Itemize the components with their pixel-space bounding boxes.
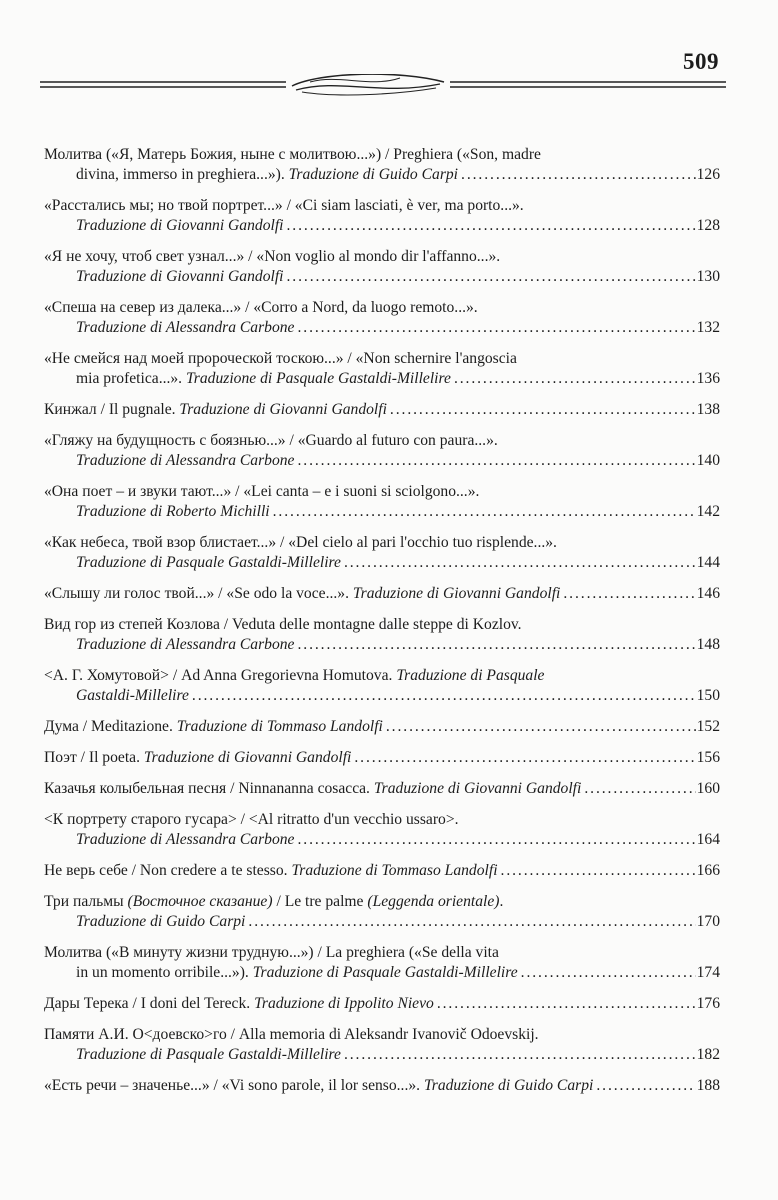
title-text: «Она поет – и звуки тают...» / «Lei canta – e i suoni si sciolgono...».	[44, 483, 480, 500]
entry-page-number: 150	[696, 687, 720, 704]
translator-credit: Gastaldi-Millelire	[76, 687, 189, 704]
toc-entry-line	[44, 666, 720, 686]
title-text: «Я не хочу, чтоб свет узнал...» / «Non voglio al mondo dir l'affanno...».	[44, 248, 501, 265]
toc-entry	[44, 247, 720, 287]
translator-credit: Traduzione di Guido Carpi	[423, 1077, 594, 1094]
entry-page-number: 128	[696, 217, 720, 234]
entry-page-number: 188	[696, 1077, 720, 1094]
toc-entry-line	[44, 165, 720, 185]
toc-entry-line	[44, 635, 720, 655]
toc-entry-line	[44, 1076, 720, 1096]
title-text: Дары Терека / I doni del Tereck.	[44, 995, 255, 1012]
entry-text	[76, 165, 458, 185]
toc-entry-line	[44, 963, 720, 983]
toc-entry-line	[44, 553, 720, 573]
dot-leader	[273, 502, 696, 522]
translator-credit: Traduzione di Pasquale Gastaldi-Millelire	[76, 554, 341, 571]
entry-page-number: 174	[696, 964, 720, 981]
translator-credit: Traduzione di Guido Carpi	[288, 166, 459, 183]
toc-entry-line	[44, 892, 720, 912]
entry-text	[44, 533, 557, 553]
title-text: «Слышу ли голос твой...» / «Se odo la voce...».	[44, 585, 353, 602]
toc-entry-line	[44, 247, 720, 267]
toc-entry	[44, 892, 720, 932]
dot-leader	[454, 369, 696, 389]
title-text: «Гляжу на будущность с боязнью...» / «Guardo al futuro con paura...».	[44, 432, 498, 449]
toc-entry-line	[44, 912, 720, 932]
entry-text	[44, 615, 522, 635]
dot-leader	[287, 216, 696, 236]
translator-credit: Traduzione di Alessandra Carbone	[76, 831, 295, 848]
toc-entry	[44, 779, 720, 799]
translator-credit: Traduzione di Tommaso Landolfi	[176, 718, 383, 735]
entry-text	[76, 686, 189, 706]
title-text: / Le tre palme	[272, 893, 368, 910]
toc-entry-line	[44, 533, 720, 553]
entry-text	[44, 861, 498, 881]
translator-credit: Traduzione di Roberto Michilli	[76, 503, 270, 520]
toc-entry-line	[44, 400, 720, 420]
entry-page-number: 138	[696, 401, 720, 418]
toc-entry	[44, 145, 720, 185]
toc-entry	[44, 748, 720, 768]
toc-entry	[44, 298, 720, 338]
dot-leader	[344, 1045, 696, 1065]
title-text: Кинжал / Il pugnale.	[44, 401, 180, 418]
dot-leader	[390, 400, 696, 420]
toc-entry-line	[44, 298, 720, 318]
entry-page-number: 130	[696, 268, 720, 285]
translator-credit: Traduzione di Giovanni Gandolfi	[76, 217, 284, 234]
dot-leader	[521, 963, 696, 983]
toc-entry-line	[44, 502, 720, 522]
toc-entry-line	[44, 1045, 720, 1065]
toc-entry-line	[44, 216, 720, 236]
title-text: «Спеша на север из далека...» / «Corro a Nord, da luogo remoto...».	[44, 299, 478, 316]
dot-leader	[344, 553, 696, 573]
toc-entry-line	[44, 686, 720, 706]
toc-entry-line	[44, 482, 720, 502]
title-text: .	[499, 893, 504, 910]
title-text: Вид гор из степей Козлова / Veduta delle montagne dalle steppe di Kozlov.	[44, 616, 522, 633]
entry-text	[76, 216, 284, 236]
entry-page-number: 132	[696, 319, 720, 336]
entry-page-number: 140	[696, 452, 720, 469]
dot-leader	[192, 686, 696, 706]
entry-page-number: 170	[696, 913, 720, 930]
entry-text	[44, 666, 544, 686]
entry-page-number: 142	[696, 503, 720, 520]
entry-text	[44, 717, 383, 737]
entry-page-number: 146	[696, 585, 720, 602]
translator-credit: Traduzione di Alessandra Carbone	[76, 319, 295, 336]
toc-entry-line	[44, 994, 720, 1014]
toc-entry	[44, 196, 720, 236]
entry-page-number: 156	[696, 749, 720, 766]
translator-credit: Traduzione di Giovanni Gandolfi	[143, 749, 352, 766]
entry-text	[44, 349, 517, 369]
dot-leader	[248, 912, 695, 932]
toc-entry-line	[44, 451, 720, 471]
entry-text	[76, 318, 294, 338]
entry-text	[76, 912, 245, 932]
toc-entry-line	[44, 830, 720, 850]
entry-text	[76, 963, 518, 983]
toc-entry-line	[44, 196, 720, 216]
toc-entry-line	[44, 615, 720, 635]
title-text: Казачья колыбельная песня / Ninnananna cosacca.	[44, 780, 374, 797]
title-text: «Расстались мы; но твой портрет...» / «Ci siam lasciati, è ver, ma porto...».	[44, 197, 524, 214]
title-text: <А. Г. Хомутовой> / Ad Anna Gregorievna Homutova.	[44, 667, 397, 684]
title-text: «Есть речи – значенье...» / «Vi sono parole, il lor senso...».	[44, 1077, 424, 1094]
translator-credit: Traduzione di Ippolito Nievo	[254, 995, 434, 1012]
toc-entry-line	[44, 431, 720, 451]
toc-entry	[44, 431, 720, 471]
title-text: «Не смейся над моей пророческой тоскою...» / «Non schernire l'angoscia	[44, 350, 517, 367]
entry-text	[44, 584, 560, 604]
dot-leader	[287, 267, 696, 287]
dot-leader	[297, 318, 695, 338]
translator-credit: Traduzione di Giovanni Gandolfi	[76, 268, 284, 285]
entry-page-number: 152	[696, 718, 720, 735]
translator-credit: Traduzione di Giovanni Gandolfi	[373, 780, 582, 797]
title-text: Дума / Meditazione.	[44, 718, 177, 735]
dot-leader	[596, 1076, 695, 1096]
dot-leader	[501, 861, 696, 881]
toc-entry	[44, 533, 720, 573]
dot-leader	[386, 717, 696, 737]
entry-text	[44, 748, 351, 768]
toc-entry	[44, 615, 720, 655]
translator-credit: Traduzione di Alessandra Carbone	[76, 636, 295, 653]
toc-entry	[44, 1076, 720, 1096]
entry-page-number: 160	[696, 780, 720, 797]
toc-entry	[44, 810, 720, 850]
title-text: mia profetica...».	[76, 370, 186, 387]
translator-credit: Traduzione di Alessandra Carbone	[76, 452, 295, 469]
entry-page-number: 176	[696, 995, 720, 1012]
entry-page-number: 166	[696, 862, 720, 879]
toc-entry-line	[44, 145, 720, 165]
entry-text	[76, 830, 294, 850]
entry-text	[44, 779, 581, 799]
entry-text	[76, 635, 294, 655]
toc-entry	[44, 1025, 720, 1065]
dot-leader	[297, 451, 695, 471]
translator-credit: Traduzione di Giovanni Gandolfi	[179, 401, 387, 418]
entry-text	[44, 943, 499, 963]
entry-text	[44, 1076, 593, 1096]
entry-page-number: 144	[696, 554, 720, 571]
translator-credit: Traduzione di Giovanni Gandolfi	[352, 585, 561, 602]
entry-page-number: 126	[696, 166, 720, 183]
toc-entry	[44, 400, 720, 420]
entry-text	[44, 431, 498, 451]
page-number: 509	[683, 49, 719, 74]
entry-text	[76, 553, 341, 573]
toc-entry	[44, 584, 720, 604]
toc-entry-line	[44, 267, 720, 287]
toc-entry-line	[44, 779, 720, 799]
translator-credit: Traduzione di Pasquale Gastaldi-Millelire	[252, 964, 518, 981]
entry-text	[44, 994, 434, 1014]
toc-entry	[44, 482, 720, 522]
toc-entry-line	[44, 1025, 720, 1045]
dot-leader	[461, 165, 696, 185]
title-text: Не верь себе / Non credere a te stesso.	[44, 862, 292, 879]
translator-credit: (Восточное сказание)	[127, 893, 273, 910]
ornament-divider	[40, 74, 726, 98]
title-text: «Как небеса, твой взор блистает...» / «Del cielo al pari l'occhio tuo risplende...».	[44, 534, 557, 551]
toc-entry-line	[44, 861, 720, 881]
entry-text	[76, 502, 270, 522]
translator-credit: Traduzione di Pasquale Gastaldi-Millelire	[185, 370, 451, 387]
translator-credit: Traduzione di Pasquale	[396, 667, 545, 684]
entry-text	[44, 247, 500, 267]
entry-text	[44, 810, 459, 830]
entry-text	[44, 298, 478, 318]
dot-leader	[584, 779, 695, 799]
title-text: in un momento orribile...»).	[76, 964, 253, 981]
entry-page-number: 182	[696, 1046, 720, 1063]
dot-leader	[563, 584, 695, 604]
translator-credit: Traduzione di Guido Carpi	[76, 913, 246, 930]
entry-text	[76, 267, 284, 287]
toc-entry	[44, 666, 720, 706]
toc-entry-line	[44, 748, 720, 768]
toc-entry-line	[44, 717, 720, 737]
entry-text	[44, 482, 479, 502]
translator-credit: Traduzione di Tommaso Landolfi	[291, 862, 498, 879]
dot-leader	[297, 830, 695, 850]
entry-text	[44, 145, 541, 165]
title-text: Поэт / Il poeta.	[44, 749, 144, 766]
title-text: Три пальмы	[44, 893, 128, 910]
toc-entry	[44, 717, 720, 737]
entry-page-number: 164	[696, 831, 720, 848]
toc-entry-line	[44, 318, 720, 338]
toc-entry	[44, 349, 720, 389]
title-text: <К портрету старого гусара> / <Al ritratto d'un vecchio ussaro>.	[44, 811, 459, 828]
toc-entry	[44, 861, 720, 881]
dot-leader	[437, 994, 696, 1014]
entry-page-number: 136	[696, 370, 720, 387]
title-text: Памяти А.И. О<доевско>го / Alla memoria di Aleksandr Ivanovič Odoevskij.	[44, 1026, 539, 1043]
entry-text	[44, 400, 387, 420]
title-text: divina, immerso in preghiera...»).	[76, 166, 289, 183]
entry-text	[44, 196, 524, 216]
toc-entry	[44, 943, 720, 983]
entry-page-number: 148	[696, 636, 720, 653]
title-text: Молитва («Я, Матерь Божия, ныне с молитвою...») / Preghiera («Son, madre	[44, 146, 541, 163]
toc-entry-line	[44, 369, 720, 389]
translator-credit: (Leggenda orientale)	[367, 893, 500, 910]
dot-leader	[354, 748, 695, 768]
toc-entry-line	[44, 810, 720, 830]
entry-text	[44, 1025, 539, 1045]
title-text: Молитва («В минуту жизни трудную...») / La preghiera («Se della vita	[44, 944, 499, 961]
entry-text	[76, 1045, 341, 1065]
dot-leader	[297, 635, 695, 655]
toc-entry	[44, 994, 720, 1014]
toc-entry-line	[44, 943, 720, 963]
table-of-contents	[44, 145, 720, 1107]
toc-entry-line	[44, 349, 720, 369]
translator-credit: Traduzione di Pasquale Gastaldi-Millelire	[76, 1046, 341, 1063]
entry-text	[76, 369, 451, 389]
entry-text	[44, 892, 503, 912]
entry-text	[76, 451, 294, 471]
toc-entry-line	[44, 584, 720, 604]
